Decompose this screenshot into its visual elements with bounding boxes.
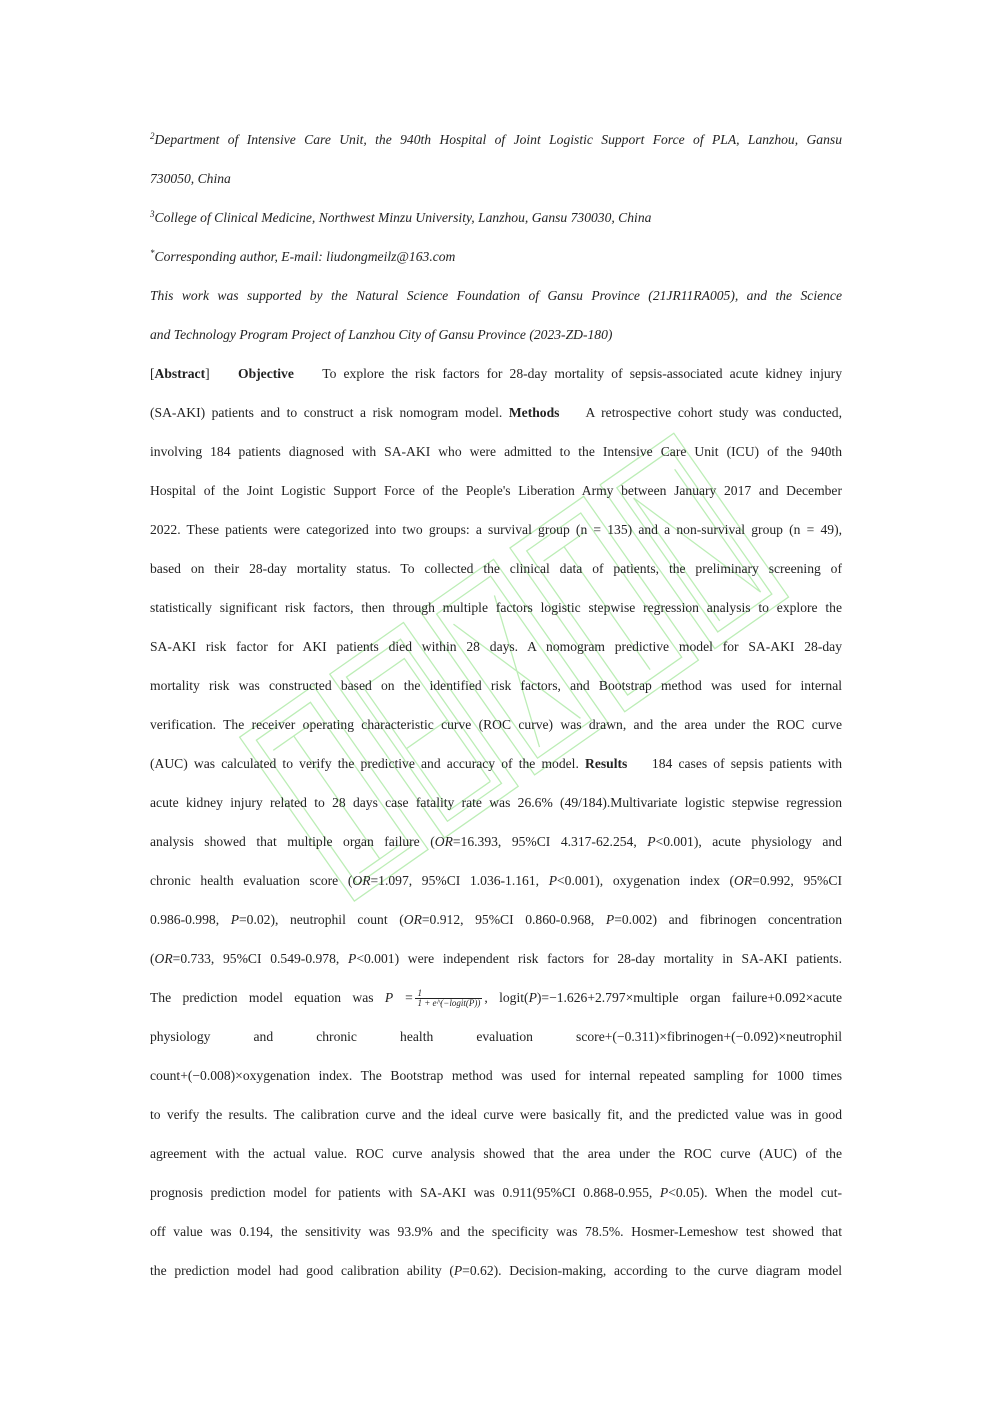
results-label: Results — [585, 756, 628, 771]
affiliation-2-line-1: $^2$Department of Intensive Care Unit, the 940th Hospital of Joint Logistic Support Force of PLA, Lanzhou, Gansu — [150, 131, 842, 147]
abstract-line-12: acute kidney injury related to 28 days case fatality rate was 26.6% (49/184).Multivariate logistic stepwise regression — [150, 795, 842, 810]
abstract-line-4: Hospital of the Joint Logistic Support Force of the People's Liberation Army between January 2017 and December — [150, 483, 842, 498]
abstract-line-23: off value was 0.194, the sensitivity was 93.9% and the specificity was 78.5%. Hosmer-Lemeshow test showed that — [150, 1224, 842, 1239]
abstract-line-20: to verify the results. The calibration curve and the ideal curve were basically fit, and the predicted value was in good — [150, 1107, 842, 1122]
abstract-line-18: physiology and chronic health evaluation score+(−0.311)×fibrinogen+(−0.092)×neutrophil — [150, 1029, 842, 1044]
affiliation-3: $^3$College of Clinical Medicine, Northwest Minzu University, Lanzhou, Gansu 730030, China — [150, 209, 652, 225]
corresponding-author: *Corresponding author, E-mail: liudongmeilz@163.com — [150, 248, 456, 264]
abstract-line-22: prognosis prediction model for patients with SA-AKI was 0.911(95%CI 0.868-0.955, P<0.05). When the model cut- — [150, 1185, 842, 1200]
abstract-line-13: analysis showed that multiple organ failure (OR=16.393, 95%CI 4.317-62.254, P<0.001), acute physiology and — [150, 834, 842, 849]
abstract-label: Abstract — [154, 366, 206, 381]
abstract-line-8: SA-AKI risk factor for AKI patients died within 28 days. A nomogram predictive model for SA-AKI 28-day — [150, 639, 842, 654]
abstract-line-1: [Abstract] Objective To explore the risk factors for 28-day mortality of sepsis-associated acute kidney injury — [150, 366, 842, 381]
abstract-line-6: based on their 28-day mortality status. To collected the clinical data of patients, the preliminary screening of — [150, 561, 842, 576]
abstract-line-24: the prediction model had good calibration ability (P=0.62). Decision-making, according to the curve diagram model — [150, 1263, 843, 1278]
funding-line-2: and Technology Program Project of Lanzhou City of Gansu Province (2023-ZD-180) — [150, 327, 613, 342]
abstract-line-7: statistically significant risk factors, then through multiple factors logistic stepwise regression analysis to explore the — [150, 600, 842, 615]
abstract-line-11: (AUC) was calculated to verify the predictive and accuracy of the model. Results 184 cases of sepsis patients with — [150, 756, 842, 771]
abstract-line-17: The prediction model equation was P = $\frac{1}{\text{1 + e\textasciicircum{}(−logit(P))}}$ , logit(P)=−1.626+2.797×multiple organ failure+0.092×acute — [150, 988, 842, 1008]
affiliation-2-line-2: 730050, China — [150, 171, 231, 186]
abstract-line-5: 2022. These patients were categorized into two groups: a survival group (n = 135) and a non-survival group (n = 49), — [150, 522, 842, 537]
objective-label: Objective — [238, 366, 294, 381]
abstract-line-19: count+(−0.008)×oxygenation index. The Bootstrap method was used for internal repeated sampling for 1000 times — [150, 1068, 842, 1083]
funding-line-1: This work was supported by the Natural Science Foundation of Gansu Province (21JR11RA005), and the Science — [150, 288, 842, 303]
abstract-line-2: (SA-AKI) patients and to construct a risk nomogram model. Methods A retrospective cohort study was conducted, — [150, 405, 843, 420]
abstract-line-15: 0.986-0.998, P=0.02), neutrophil count (OR=0.912, 95%CI 0.860-0.968, P=0.002) and fibrinogen concentration — [150, 912, 842, 927]
abstract-line-14: chronic health evaluation score (OR=1.097, 95%CI 1.036-1.161, P<0.001), oxygenation index (OR=0.992, 95%CI — [150, 873, 842, 888]
equation-fraction: $\frac{1}{\text{1 + e\textasciicircum{}(−logit(P))}}$ — [417, 988, 481, 1008]
equation-lhs: P = — [384, 990, 414, 1005]
abstract-line-21: agreement with the actual value. ROC curve analysis showed that the area under the ROC curve (AUC) of the — [150, 1146, 842, 1161]
abstract-line-9: mortality risk was constructed based on the identified risk factors, and Bootstrap method was used for internal — [150, 678, 842, 693]
abstract-line-16: (OR=0.733, 95%CI 0.549-0.978, P<0.001) were independent risk factors for 28-day mortality in SA-AKI patients. — [150, 951, 842, 966]
abstract-line-10: verification. The receiver operating characteristic curve (ROC curve) was drawn, and the area under the ROC curve — [150, 717, 842, 732]
methods-label: Methods — [508, 405, 560, 420]
abstract-line-3: involving 184 patients diagnosed with SA-AKI who were admitted to the Intensive Care Unit (ICU) of the 940th — [150, 444, 842, 459]
